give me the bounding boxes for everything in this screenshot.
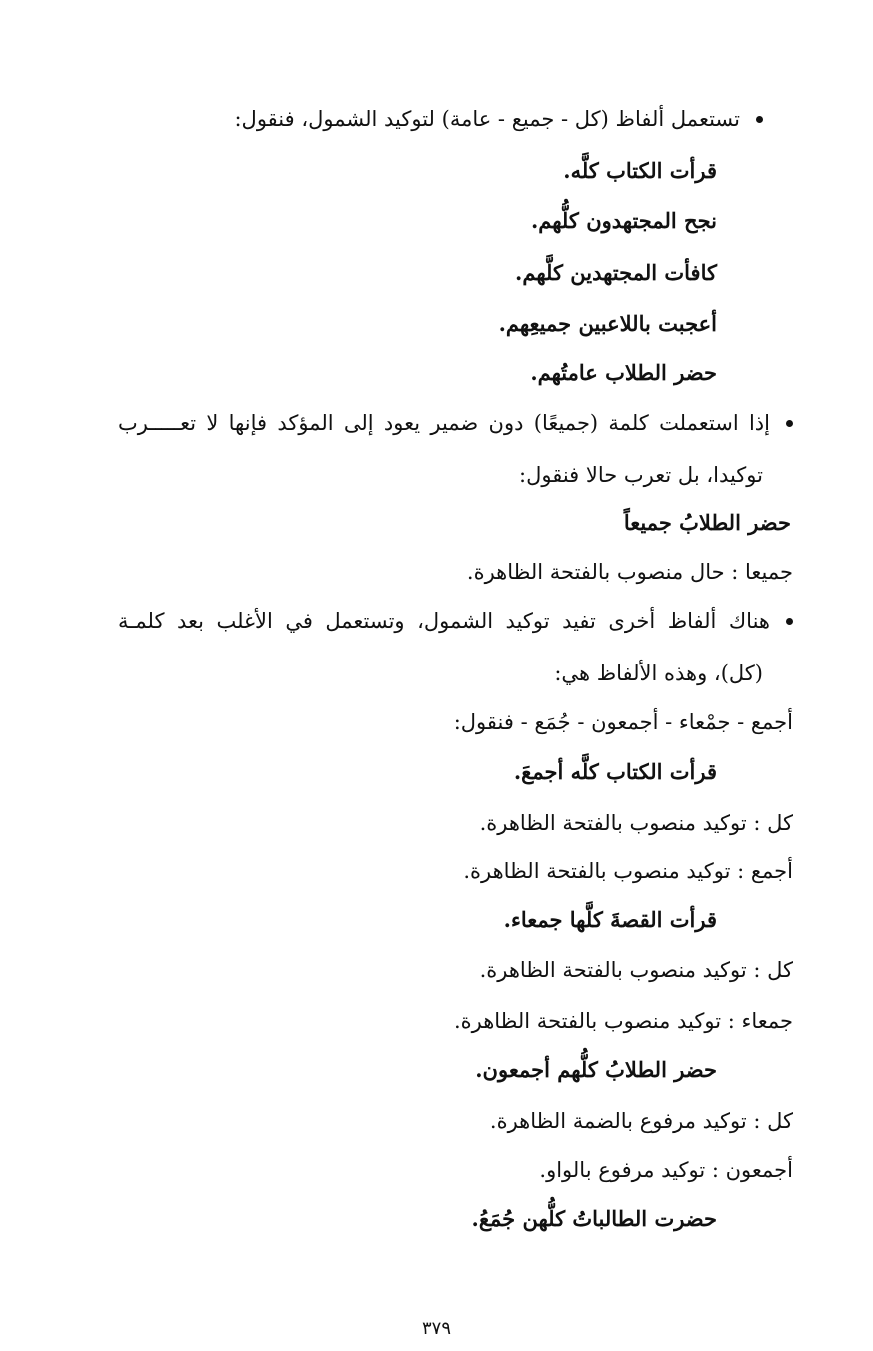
bullet-text: هناك ألفاظ أخرى تفيد توكيد الشمول، وتستعمل في الأغلب بعد كلمـة — [118, 609, 770, 633]
example-line: حضر الطلابُ جميعاً — [623, 510, 791, 535]
parse-line: كل : توكيد منصوب بالفتحة الظاهرة. — [479, 958, 793, 982]
example-line: حضر الطلابُ كلُّهم أجمعون. — [475, 1057, 717, 1082]
parse-line: جمعاء : توكيد منصوب بالفتحة الظاهرة. — [453, 1009, 793, 1033]
example-line: قرأت القصةَ كلَّها جمعاء. — [503, 907, 717, 932]
example-line: حضر الطلاب عامتُهم. — [530, 360, 717, 385]
bullet-text-continuation: (كل)، وهذه الألفاظ هي: — [554, 661, 763, 685]
bullet-dot-icon — [756, 116, 763, 123]
bullet-dot-icon — [786, 420, 793, 427]
parse-line: كل : توكيد مرفوع بالضمة الظاهرة. — [489, 1109, 793, 1133]
bullet-text: تستعمل ألفاظ (كل - جميع - عامة) لتوكيد الشمول، فنقول: — [234, 107, 740, 131]
parse-line: أجمعون : توكيد مرفوع بالواو. — [539, 1158, 793, 1182]
page-number: ٣٧٩ — [421, 1318, 451, 1339]
words-line: أجمع - جمْعاء - أجمعون - جُمَع - فنقول: — [453, 710, 793, 734]
parse-line: كل : توكيد منصوب بالفتحة الظاهرة. — [479, 811, 793, 835]
bullet-item-1 — [234, 104, 763, 134]
example-line: كافأت المجتهدين كلَّهم. — [515, 260, 717, 285]
example-line: أعجبت باللاعبين جميعِهم. — [498, 311, 717, 336]
example-line: قرأت الكتاب كلَّه. — [563, 158, 717, 183]
bullet-item-2 — [118, 408, 793, 438]
bullet-item-3 — [118, 606, 793, 636]
parse-line: جميعا : حال منصوب بالفتحة الظاهرة. — [466, 560, 793, 584]
example-line: نجح المجتهدون كلُّهم. — [530, 208, 717, 233]
example-line: قرأت الكتاب كلَّه أجمعَ. — [513, 759, 717, 784]
bullet-text: إذا استعملت كلمة (جميعًا) دون ضمير يعود إلى المؤكد فإنها لا تعـــــرب — [118, 411, 770, 435]
parse-line: أجمع : توكيد منصوب بالفتحة الظاهرة. — [463, 859, 793, 883]
bullet-text-continuation: توكيدا، بل تعرب حالا فنقول: — [519, 463, 763, 487]
example-line: حضرت الطالباتُ كلُّهن جُمَعُ. — [471, 1206, 717, 1231]
bullet-dot-icon — [786, 618, 793, 625]
